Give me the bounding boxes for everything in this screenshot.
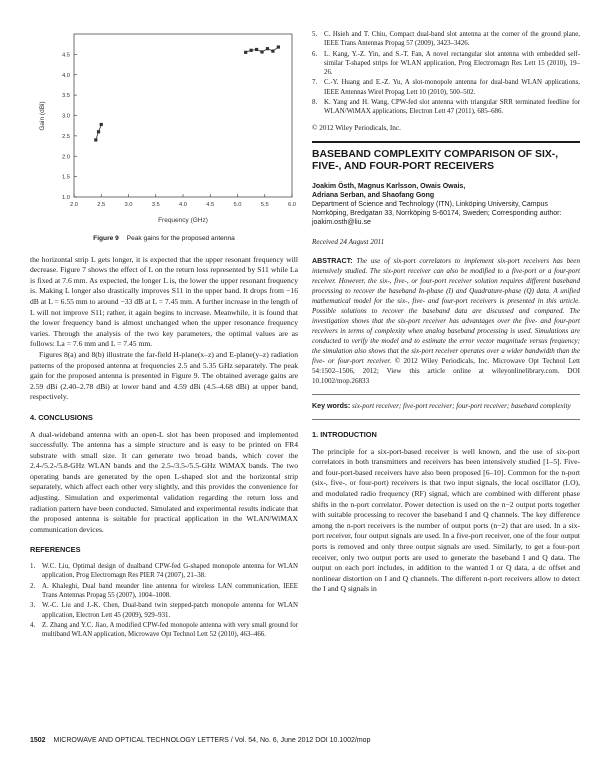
plot-frame	[74, 34, 292, 197]
data-point	[97, 130, 100, 133]
reference-number: 1.	[30, 563, 36, 571]
reference-text: W.-C. Liu and J.-K. Chen, Dual-band twin stepped-patch monopole antenna for WLAN application, Electron Lett 45 (2009), 929–931.	[42, 602, 298, 619]
reference-item	[30, 621, 298, 640]
gain-chart-svg	[30, 30, 298, 226]
data-point	[255, 48, 258, 51]
page-number: 1502	[30, 737, 46, 744]
reference-number: 2.	[30, 582, 36, 590]
introduction-text: The principle for a six-port-based receiver is well known, and the use of six-port correlators in both transmitters and receivers has been intensively studied [1–5]. Five- and four-port-based receivers have also been proposed [6–10]. Common for the n-port (six-, five-, or four-port) receivers is that two input signals, the local oscillator (LO), and modulated radio frequency (RF) signal, which are combined with different phase shifts in the n-port correlator. Power detection is used on the n−2 output ports together with suitable processing to recover the baseband I and Q channels. The key difference among the n-port receivers is the number of output ports (n−2) that are used. In a six-port receiver, four output signals are used. In a five-port receiver, one of the four output ports is removed and only three output signals are used. Similarly, to get a four-port receiver, only two output ports are used to generate the baseband I and Q data. The output on each port includes, in addition to the wanted I or Q data, a dc offset and nonlinear distortion on I and Q channels. The different n-port receivers allow to detect the I and Q signals in	[312, 446, 580, 594]
reference-number: 3.	[30, 602, 36, 610]
x-tick-label: 4.0	[178, 202, 188, 208]
previous-article-copyright: © 2012 Wiley Periodicals, Inc.	[312, 123, 401, 132]
conclusions-text: A dual-wideband antenna with an open-L slot has been proposed and implemented successfully. The antenna has a simple structure and is easy to be printed on FR4 substrate with small size. It can generate two broad bands, which cover the 2.4-/5.2-/5.8-GHz WLAN bands and the 2.5-/3.5-/5.5-GHz WiMAX bands. The two operating bands are generated by the open L-shaped slot and the horizontal strip separately, which affect each other very slightly, and this provides the convenience for adjusting. Simulation and experimental validation regarding the return loss and radiation pattern have been conducted. Simulated and experimental results indicate that the proposed antenna is suitable for practical application in the WLAN/WiMAX communication devices.	[30, 429, 298, 534]
y-axis-label: Gain (dBi)	[39, 101, 46, 131]
received-date: Received 24 August 2011	[312, 238, 385, 247]
data-point	[100, 123, 103, 126]
x-tick-label: 2.5	[97, 202, 106, 208]
reference-text: A. Khaleghi, Dual band meander line antenna for wireless LAN communication, IEEE Trans Antennas Propag 55 (2007), 1004–1008.	[42, 582, 298, 599]
y-tick-label: 4.5	[61, 52, 70, 59]
reference-text: K. Yang and H. Wang, CPW-fed slot antenna with triangular SRR terminated feedline for WLAN/WiMAX applications, Electron Lett 47 (2011), 685–686.	[324, 99, 580, 116]
data-point	[260, 50, 263, 53]
keywords-text: six-port receiver; five-port receiver; four-port receiver; baseband complexity	[352, 402, 571, 411]
y-tick-label: 1.5	[61, 174, 70, 181]
reference-number: 8.	[312, 99, 318, 107]
reference-item	[312, 98, 580, 117]
reference-text: L. Kang, Y.-Z. Yin, and S.-T. Fan, A novel rectangular slot antenna with embedded self-similar T-shaped strips for WLAN application, Prog Electromagn Res Lett 15 (2010), 19–26.	[324, 50, 580, 77]
reference-text: C. Hsieh and T. Chiu, Compact dual-band slot antenna at the corner of the ground plane, IEEE Trans Antennas Propag 57 (2009), 3423–3426.	[324, 31, 580, 48]
reference-item	[312, 78, 580, 97]
reference-item	[312, 50, 580, 78]
x-tick-group	[70, 194, 296, 208]
series-group	[94, 45, 280, 141]
divider	[312, 419, 580, 420]
abstract-label: ABSTRACT:	[312, 257, 353, 266]
figure-caption-text: Peak gains for the proposed antenna	[126, 235, 235, 242]
references-heading: REFERENCES	[30, 545, 81, 555]
introduction-heading: 1. INTRODUCTION	[312, 430, 377, 440]
x-tick-label: 3.5	[151, 202, 160, 208]
y-tick-label: 3.5	[61, 93, 70, 100]
data-point	[266, 47, 269, 50]
reference-text: Z. Zhang and Y.C. Jiao, A modified CPW-fed monopole antenna with very small ground for multiband WLAN application, Microwave Opt Technol Lett 52 (2010), 463–466.	[42, 621, 298, 639]
x-tick-label: 3.0	[124, 202, 133, 208]
reference-item	[312, 30, 580, 49]
reference-item	[30, 601, 298, 620]
reference-number: 6.	[312, 50, 318, 58]
y-tick-group	[62, 52, 77, 201]
reference-item	[30, 582, 298, 601]
authors-line-2: Adriana Serban, and Shaofang Gong	[312, 192, 435, 200]
conclusions-heading: 4. CONCLUSIONS	[30, 412, 93, 422]
reference-text: W.C. Liu, Optimal design of dualband CPW-fed G-shaped monopole antenna for WLAN application, Prog Electromagn Res PIER 74 (2007), 21–38.	[42, 563, 298, 580]
x-tick-label: 2.0	[69, 202, 79, 208]
right-column	[312, 30, 580, 595]
abstract-text: The use of six-port correlators to implement six-port receivers has been intensively studied. The six-port receiver can also be modified to a five-port or a four-port receiver. However, the six-, five-, or four-port receiver solution requires different baseband processing to recover the baseband In-phase (I) and Quadrature-phase (Q) data. A unified mathematical model for the six-, five- and four-port receivers is presented in this article. Possible solutions to recover the baseband data are discussed and compared. The investigation shows that the six-port receiver has advantages over the five- and four-port receivers in terms of complexity when analog baseband processing is used. Simulations are conducted to verify the model and to estimate the error vector magnitude versus frequency; the simulation also shows that the six-port receiver operates over a wider bandwidth than the five- or four-port receiver.	[312, 257, 581, 366]
abstract-citation: © 2012 Wiley Periodicals, Inc. Microwave Opt Technol Lett 54:1502–1506, 2012; View this article online at wileyonlinelibrary.com. DOI 10.1002/mop.26833	[312, 357, 581, 386]
x-axis-label: Frequency (GHz)	[158, 217, 208, 224]
x-tick-label: 6.0	[287, 202, 297, 208]
body-paragraph-1: the horizontal strip L gets longer, it is expected that the upper resonant frequency will decrease. Figure 7 shows the effect of L on the return loss represented by S11 while La is fixed at 7.6 mm. As expected, the longer L is, the lower the upper resonant frequency is. Making L longer also drastically improves S11 in the upper band. It drops from −16 dB at L = 6.55 mm to around −33 dB at L = 7.45 mm. A further increase in the length of L will not improve S11; rather, it again begins to increase. Meanwhile, it is found that the lower frequency band is almost unchanged when the upper resonance frequency varies. Through the analysis of the two key parameters, the optimal values are as follows: La = 7.6 mm and L = 7.45 mm.	[30, 254, 298, 349]
article-authors	[312, 182, 580, 200]
journal-info: MICROWAVE AND OPTICAL TECHNOLOGY LETTERS / Vol. 54, No. 6, June 2012 DOI 10.1002/mop	[53, 737, 371, 744]
reference-item	[30, 562, 298, 581]
reference-text: C.-Y. Huang and E.-Z. Yu, A slot-monopole antenna for dual-band WLAN applications, IEEE Antennas Wirel Propag Lett 10 (2010), 500–502.	[324, 79, 580, 96]
left-column	[30, 30, 298, 640]
authors-line-1: Joakim Östh, Magnus Karlsson, Owais Owais,	[312, 183, 466, 191]
reference-number: 5.	[312, 31, 318, 38]
keywords-label: Key words:	[312, 402, 351, 411]
keywords	[312, 401, 580, 411]
data-point	[271, 50, 274, 53]
y-tick-label: 3.0	[61, 113, 70, 120]
data-point	[250, 49, 253, 52]
y-tick-label: 2.0	[61, 154, 70, 161]
figure-number: Figure 9	[93, 235, 119, 242]
y-tick-label: 1.0	[61, 195, 70, 201]
references-list-left	[30, 562, 298, 639]
y-tick-label: 2.5	[61, 133, 70, 140]
y-tick-label: 4.0	[61, 72, 70, 79]
abstract	[312, 256, 580, 386]
figure-caption	[30, 234, 298, 245]
divider	[312, 394, 580, 395]
x-tick-label: 4.5	[206, 202, 215, 208]
body-paragraph-2: Figures 8(a) and 8(b) illustrate the far-field H-plane(x–z) and E-plane(y–z) radiation patterns of the proposed antenna at frequencies 2.5 and 5.35 GHz separately. The peak gain for the proposed antenna is presented in Figure 9. The obtained average gains are 2.59 dBi (2.40–2.78 dBi) at lower band and 4.59 dBi (4.5–4.68 dBi) at upper band, respectively.	[30, 349, 298, 402]
references-list-right	[312, 30, 580, 117]
figure-9-chart	[30, 30, 298, 226]
article-title: BASEBAND COMPLEXITY COMPARISON OF SIX-, FIVE-, AND FOUR-PORT RECEIVERS	[312, 141, 580, 172]
data-point	[94, 138, 97, 141]
x-tick-label: 5.0	[233, 202, 242, 208]
x-tick-label: 5.5	[260, 202, 269, 208]
page-footer	[30, 737, 580, 744]
reference-number: 4.	[30, 621, 36, 629]
data-point	[277, 45, 280, 48]
reference-number: 7.	[312, 79, 318, 87]
article-affiliation: Department of Science and Technology (ITN), Linköping University, Campus Norrköping, Bredgatan 33, Norrköping S-60174, Sweden; Corresponding author: joakim.osth@liu.se	[312, 201, 562, 227]
data-point	[244, 51, 247, 54]
